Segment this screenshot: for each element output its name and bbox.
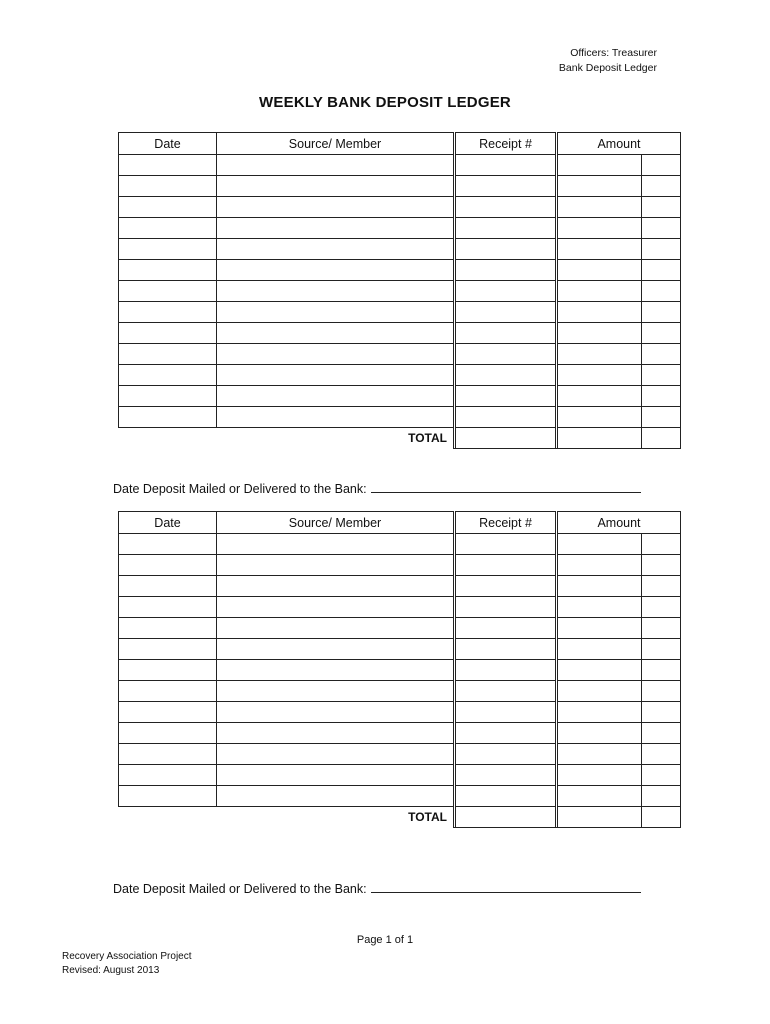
amount-dollars-cell[interactable] — [558, 323, 642, 344]
total-amount-cents[interactable] — [642, 807, 681, 828]
table-row — [119, 323, 681, 344]
source-cell[interactable] — [217, 618, 454, 639]
header-doc-name: Bank Deposit Ledger — [558, 62, 657, 74]
receipt-cell[interactable] — [456, 386, 556, 407]
footer-project: Recovery Association Project — [62, 951, 192, 962]
column-header-amount: Amount — [558, 133, 681, 155]
mail-date-line-1 — [113, 481, 641, 496]
date-cell[interactable] — [119, 239, 217, 260]
total-amount-dollars[interactable] — [558, 428, 642, 449]
page-number: Page 1 of 1 — [356, 934, 414, 946]
column-header-date: Date — [119, 133, 217, 155]
amount-cents-cell[interactable] — [642, 323, 681, 344]
table-row — [119, 555, 681, 576]
table-row — [119, 534, 681, 555]
amount-dollars-cell[interactable] — [558, 702, 642, 723]
date-cell[interactable] — [119, 155, 217, 176]
table-row — [119, 681, 681, 702]
amount-dollars-cell[interactable] — [558, 365, 642, 386]
source-cell[interactable] — [217, 323, 454, 344]
receipt-cell[interactable] — [456, 639, 556, 660]
source-cell[interactable] — [217, 660, 454, 681]
amount-cents-cell[interactable] — [642, 786, 681, 807]
source-cell[interactable] — [217, 723, 454, 744]
mail-date-label: Date Deposit Mailed or Delivered to the Bank: — [113, 882, 367, 896]
table-row — [119, 407, 681, 428]
amount-dollars-cell[interactable] — [558, 534, 642, 555]
total-amount-cents[interactable] — [642, 428, 681, 449]
table-row — [119, 702, 681, 723]
amount-cents-cell[interactable] — [642, 386, 681, 407]
source-cell[interactable] — [217, 302, 454, 323]
amount-cents-cell[interactable] — [642, 155, 681, 176]
amount-dollars-cell[interactable] — [558, 576, 642, 597]
ledger-table-2 — [118, 511, 681, 828]
amount-dollars-cell[interactable] — [558, 639, 642, 660]
date-cell[interactable] — [119, 597, 217, 618]
mail-date-line-2 — [113, 881, 641, 896]
source-cell[interactable] — [217, 765, 454, 786]
date-cell[interactable] — [119, 744, 217, 765]
source-cell[interactable] — [217, 534, 454, 555]
table-row — [119, 639, 681, 660]
amount-cents-cell[interactable] — [642, 744, 681, 765]
amount-dollars-cell[interactable] — [558, 386, 642, 407]
date-cell[interactable] — [119, 260, 217, 281]
table-row — [119, 176, 681, 197]
date-cell[interactable] — [119, 534, 217, 555]
amount-cents-cell[interactable] — [642, 302, 681, 323]
amount-dollars-cell[interactable] — [558, 239, 642, 260]
total-amount-dollars[interactable] — [558, 807, 642, 828]
source-cell[interactable] — [217, 155, 454, 176]
receipt-cell[interactable] — [456, 218, 556, 239]
table-row — [119, 302, 681, 323]
amount-dollars-cell[interactable] — [558, 260, 642, 281]
amount-dollars-cell[interactable] — [558, 155, 642, 176]
receipt-cell[interactable] — [456, 555, 556, 576]
receipt-cell[interactable] — [456, 176, 556, 197]
header-officers: Officers: Treasurer — [570, 47, 657, 59]
amount-dollars-cell[interactable] — [558, 618, 642, 639]
date-cell[interactable] — [119, 344, 217, 365]
amount-cents-cell[interactable] — [642, 639, 681, 660]
table-row — [119, 597, 681, 618]
source-cell[interactable] — [217, 744, 454, 765]
amount-dollars-cell[interactable] — [558, 660, 642, 681]
amount-cents-cell[interactable] — [642, 618, 681, 639]
source-cell[interactable] — [217, 197, 454, 218]
amount-cents-cell[interactable] — [642, 218, 681, 239]
ledger-body — [119, 534, 681, 807]
date-cell[interactable] — [119, 723, 217, 744]
receipt-cell[interactable] — [456, 407, 556, 428]
ledger-body — [119, 155, 681, 428]
date-cell[interactable] — [119, 702, 217, 723]
date-cell[interactable] — [119, 365, 217, 386]
column-header-receipt: Receipt # — [456, 133, 556, 155]
amount-dollars-cell[interactable] — [558, 407, 642, 428]
amount-cents-cell[interactable] — [642, 281, 681, 302]
table-row — [119, 155, 681, 176]
receipt-cell[interactable] — [456, 365, 556, 386]
source-cell[interactable] — [217, 576, 454, 597]
source-cell[interactable] — [217, 555, 454, 576]
mail-date-field[interactable] — [371, 881, 641, 893]
source-cell[interactable] — [217, 176, 454, 197]
total-label: TOTAL — [217, 807, 454, 828]
amount-cents-cell[interactable] — [642, 197, 681, 218]
source-cell[interactable] — [217, 218, 454, 239]
amount-dollars-cell[interactable] — [558, 176, 642, 197]
date-cell[interactable] — [119, 786, 217, 807]
source-cell[interactable] — [217, 681, 454, 702]
total-row — [119, 807, 681, 828]
date-cell[interactable] — [119, 176, 217, 197]
document-header — [559, 46, 657, 76]
source-cell[interactable] — [217, 281, 454, 302]
amount-dollars-cell[interactable] — [558, 555, 642, 576]
table-row — [119, 344, 681, 365]
table-row — [119, 218, 681, 239]
document-footer — [62, 950, 192, 978]
amount-cents-cell[interactable] — [642, 597, 681, 618]
table-row — [119, 386, 681, 407]
amount-dollars-cell[interactable] — [558, 597, 642, 618]
receipt-cell[interactable] — [456, 723, 556, 744]
amount-cents-cell[interactable] — [642, 260, 681, 281]
column-header-date: Date — [119, 512, 217, 534]
source-cell[interactable] — [217, 386, 454, 407]
table-row — [119, 660, 681, 681]
total-label: TOTAL — [217, 428, 454, 449]
receipt-cell[interactable] — [456, 576, 556, 597]
amount-cents-cell[interactable] — [642, 660, 681, 681]
page-title: WEEKLY BANK DEPOSIT LEDGER — [259, 94, 511, 111]
amount-cents-cell[interactable] — [642, 702, 681, 723]
date-cell[interactable] — [119, 618, 217, 639]
total-receipt-cell[interactable] — [456, 428, 556, 449]
receipt-cell[interactable] — [456, 155, 556, 176]
receipt-cell[interactable] — [456, 323, 556, 344]
amount-dollars-cell[interactable] — [558, 302, 642, 323]
source-cell[interactable] — [217, 702, 454, 723]
table-row — [119, 281, 681, 302]
column-header-amount: Amount — [558, 512, 681, 534]
receipt-cell[interactable] — [456, 618, 556, 639]
receipt-cell[interactable] — [456, 786, 556, 807]
table-row — [119, 260, 681, 281]
amount-cents-cell[interactable] — [642, 555, 681, 576]
source-cell[interactable] — [217, 365, 454, 386]
date-cell[interactable] — [119, 660, 217, 681]
date-cell[interactable] — [119, 197, 217, 218]
date-cell[interactable] — [119, 681, 217, 702]
amount-cents-cell[interactable] — [642, 365, 681, 386]
amount-cents-cell[interactable] — [642, 723, 681, 744]
column-header-receipt: Receipt # — [456, 512, 556, 534]
amount-cents-cell[interactable] — [642, 576, 681, 597]
amount-cents-cell[interactable] — [642, 534, 681, 555]
date-cell[interactable] — [119, 281, 217, 302]
receipt-cell[interactable] — [456, 281, 556, 302]
amount-cents-cell[interactable] — [642, 239, 681, 260]
table-row — [119, 765, 681, 786]
table-row — [119, 786, 681, 807]
amount-dollars-cell[interactable] — [558, 681, 642, 702]
column-header-source: Source/ Member — [217, 512, 454, 534]
receipt-cell[interactable] — [456, 260, 556, 281]
table-row — [119, 365, 681, 386]
receipt-cell[interactable] — [456, 744, 556, 765]
source-cell[interactable] — [217, 597, 454, 618]
table-row — [119, 618, 681, 639]
receipt-cell[interactable] — [456, 302, 556, 323]
amount-cents-cell[interactable] — [642, 176, 681, 197]
amount-dollars-cell[interactable] — [558, 744, 642, 765]
amount-cents-cell[interactable] — [642, 407, 681, 428]
receipt-cell[interactable] — [456, 702, 556, 723]
source-cell[interactable] — [217, 407, 454, 428]
ledger-header-row — [119, 512, 681, 534]
amount-dollars-cell[interactable] — [558, 765, 642, 786]
receipt-cell[interactable] — [456, 597, 556, 618]
total-receipt-cell[interactable] — [456, 807, 556, 828]
ledger-table-1 — [118, 132, 681, 449]
receipt-cell[interactable] — [456, 197, 556, 218]
amount-cents-cell[interactable] — [642, 765, 681, 786]
footer-revised: Revised: August 2013 — [62, 965, 160, 976]
ledger-header-row — [119, 133, 681, 155]
table-row — [119, 744, 681, 765]
amount-cents-cell[interactable] — [642, 681, 681, 702]
amount-dollars-cell[interactable] — [558, 723, 642, 744]
source-cell[interactable] — [217, 239, 454, 260]
receipt-cell[interactable] — [456, 534, 556, 555]
receipt-cell[interactable] — [456, 660, 556, 681]
date-cell[interactable] — [119, 555, 217, 576]
total-row — [119, 428, 681, 449]
table-row — [119, 723, 681, 744]
date-cell[interactable] — [119, 323, 217, 344]
date-cell[interactable] — [119, 302, 217, 323]
receipt-cell[interactable] — [456, 344, 556, 365]
receipt-cell[interactable] — [456, 765, 556, 786]
amount-cents-cell[interactable] — [642, 344, 681, 365]
mail-date-field[interactable] — [371, 481, 641, 493]
amount-dollars-cell[interactable] — [558, 786, 642, 807]
table-row — [119, 197, 681, 218]
source-cell[interactable] — [217, 639, 454, 660]
receipt-cell[interactable] — [456, 239, 556, 260]
date-cell[interactable] — [119, 386, 217, 407]
date-cell[interactable] — [119, 576, 217, 597]
date-cell[interactable] — [119, 639, 217, 660]
mail-date-label: Date Deposit Mailed or Delivered to the Bank: — [113, 482, 367, 496]
amount-dollars-cell[interactable] — [558, 218, 642, 239]
source-cell[interactable] — [217, 344, 454, 365]
date-cell[interactable] — [119, 218, 217, 239]
amount-dollars-cell[interactable] — [558, 344, 642, 365]
amount-dollars-cell[interactable] — [558, 281, 642, 302]
date-cell[interactable] — [119, 765, 217, 786]
receipt-cell[interactable] — [456, 681, 556, 702]
source-cell[interactable] — [217, 260, 454, 281]
amount-dollars-cell[interactable] — [558, 197, 642, 218]
column-header-source: Source/ Member — [217, 133, 454, 155]
date-cell[interactable] — [119, 407, 217, 428]
table-row — [119, 576, 681, 597]
source-cell[interactable] — [217, 786, 454, 807]
table-row — [119, 239, 681, 260]
